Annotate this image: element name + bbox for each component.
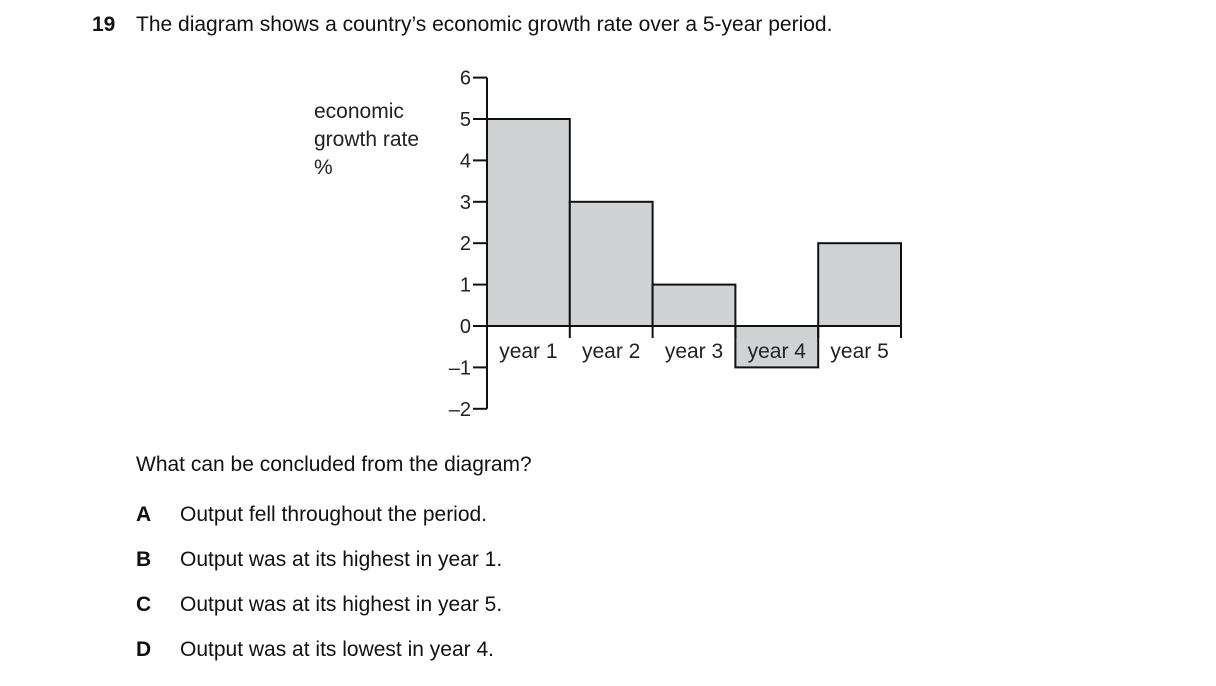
- y-tick-label: 0: [459, 316, 471, 338]
- option-a-text: Output fell throughout the period.: [180, 503, 488, 526]
- bars-layer: [487, 119, 901, 367]
- option-d-letter: D: [136, 638, 152, 661]
- x-tick-label-year-2: year 2: [582, 340, 641, 363]
- y-axis-label-line-2: growth rate: [314, 128, 420, 151]
- x-tick-label-year-4: year 4: [747, 340, 806, 363]
- y-tick-label: 5: [459, 109, 471, 131]
- question-number: 19: [92, 13, 116, 36]
- y-tick-label: –1: [448, 357, 471, 380]
- y-tick-label: –2: [448, 398, 471, 421]
- bar-year-5: [818, 243, 901, 326]
- x-tick-label-year-1: year 1: [499, 340, 558, 363]
- bar-year-1: [487, 119, 570, 326]
- option-b-letter: B: [136, 548, 152, 571]
- option-c-letter: C: [136, 593, 152, 616]
- bar-year-2: [570, 202, 653, 326]
- question-stem: The diagram shows a country’s economic growth rate over a 5-year period.: [136, 13, 833, 36]
- y-tick-label: 3: [459, 191, 471, 214]
- option-a-letter: A: [136, 503, 152, 526]
- option-d-text: Output was at its lowest in year 4.: [180, 638, 494, 661]
- bar-year-3: [653, 285, 736, 326]
- y-tick-label: 1: [459, 274, 471, 297]
- y-tick-label: 6: [459, 67, 471, 90]
- question-prompt: What can be concluded from the diagram?: [136, 453, 532, 476]
- y-axis-label-line-1: economic: [314, 100, 404, 123]
- option-b-text: Output was at its highest in year 1.: [180, 548, 503, 571]
- y-tick-label: 4: [459, 150, 471, 173]
- option-c-text: Output was at its highest in year 5.: [180, 593, 503, 616]
- x-tick-label-year-5: year 5: [830, 340, 889, 363]
- y-axis-label-line-3: %: [314, 156, 333, 179]
- x-tick-label-year-3: year 3: [664, 340, 724, 363]
- y-tick-label: 2: [459, 233, 471, 256]
